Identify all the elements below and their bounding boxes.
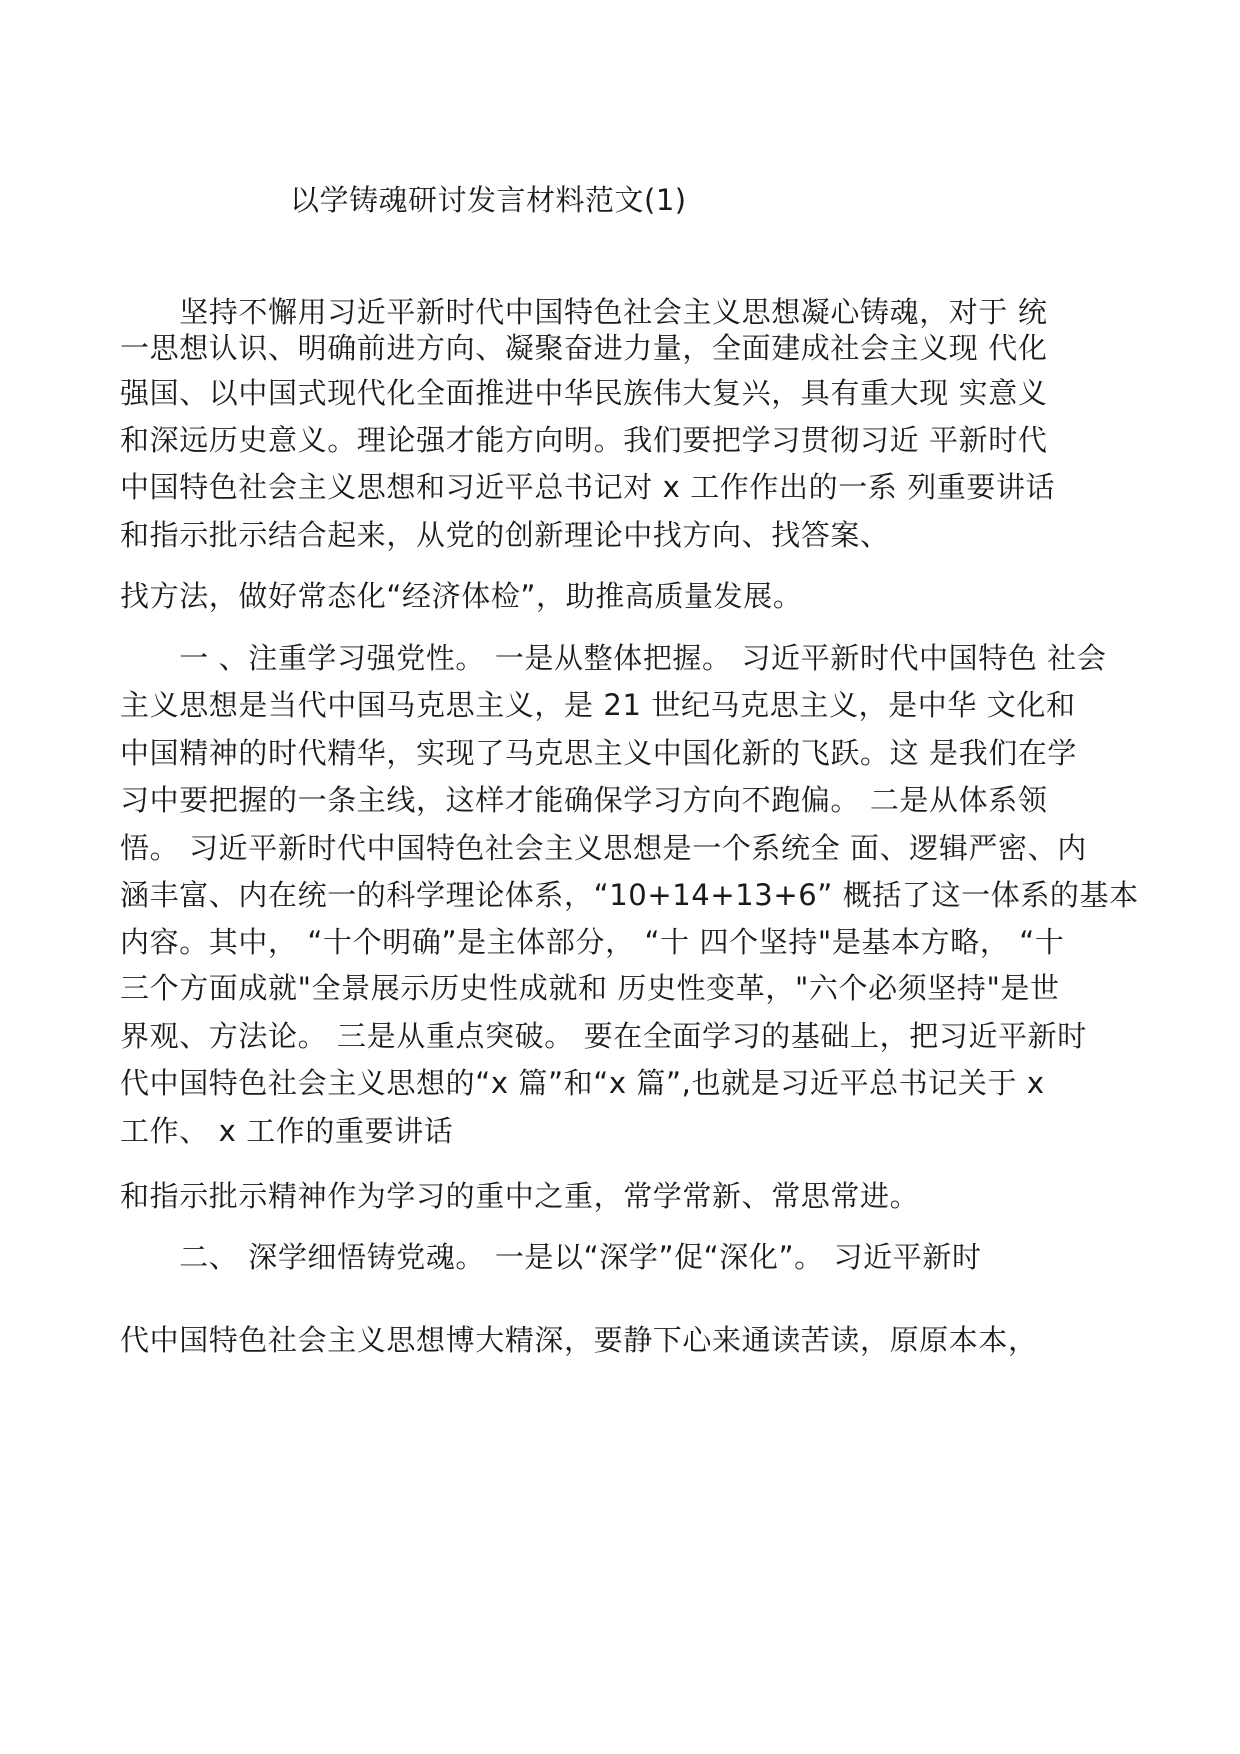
paragraph-line: 悟。 习近平新时代中国特色社会主义思想是一个系统全 面、逻辑严密、内 (120, 831, 1087, 865)
paragraph-line: 二、 深学细悟铸党魂。 一是以“深学”促“深化”。 习近平新时 (120, 1240, 982, 1274)
paragraph-line: 中国特色社会主义思想和习近平总书记对 x 工作作出的一系 列重要讲话 (120, 470, 1056, 504)
paragraph-line: 和指示批示精神作为学习的重中之重，常学常新、常思常进。 (120, 1179, 920, 1213)
paragraph-line: 涵丰富、内在统一的科学理论体系，“10+14+13+6” 概括了这一体系的基本 (120, 878, 1139, 912)
paragraph-line: 强国、以中国式现代化全面推进中华民族伟大复兴，具有重大现 实意义 (120, 376, 1048, 410)
paragraph-line: 主义思想是当代中国马克思主义，是 21 世纪马克思主义，是中华 文化和 (120, 688, 1076, 722)
paragraph-line: 三个方面成就"全景展示历史性成就和 历史性变革，"六个必须坚持"是世 (120, 971, 1060, 1005)
paragraph-line: 习中要把握的一条主线，这样才能确保学习方向不跑偏。 二是从体系领 (120, 783, 1048, 817)
paragraph-line: 界观、方法论。 三是从重点突破。 要在全面学习的基础上，把习近平新时 (120, 1019, 1087, 1053)
paragraph-line: 和指示批示结合起来，从党的创新理论中找方向、找答案、 (120, 518, 890, 552)
paragraph-line: 代中国特色社会主义思想的“x 篇”和“x 篇”,也就是习近平总书记关于 x (120, 1066, 1045, 1100)
document-title: 以学铸魂研讨发言材料范文(1) (290, 183, 687, 217)
paragraph-line: 内容。其中， “十个明确”是主体部分， “十 四个坚持"是基本方略， “十 (120, 925, 1065, 959)
paragraph-line: 工作、 x 工作的重要讲话 (120, 1114, 454, 1148)
paragraph-line: 中国精神的时代精华，实现了马克思主义中国化新的飞跃。这 是我们在学 (120, 736, 1078, 770)
paragraph-line: 一 、注重学习强党性。 一是从整体把握。 习近平新时代中国特色 社会 (120, 641, 1107, 675)
paragraph-line: 和深远历史意义。理论强才能方向明。我们要把学习贯彻习近 平新时代 (120, 423, 1048, 457)
paragraph-line: 找方法，做好常态化“经济体检”，助推高质量发展。 (120, 579, 803, 613)
paragraph-line: 一思想认识、明确前进方向、凝聚奋进力量，全面建成社会主义现 代化 (120, 331, 1048, 365)
paragraph-line: 代中国特色社会主义思想博大精深，要静下心来通读苦读，原原本本， (120, 1323, 1038, 1357)
paragraph-line: 坚持不懈用习近平新时代中国特色社会主义思想凝心铸魂，对于 统 (120, 295, 1048, 329)
